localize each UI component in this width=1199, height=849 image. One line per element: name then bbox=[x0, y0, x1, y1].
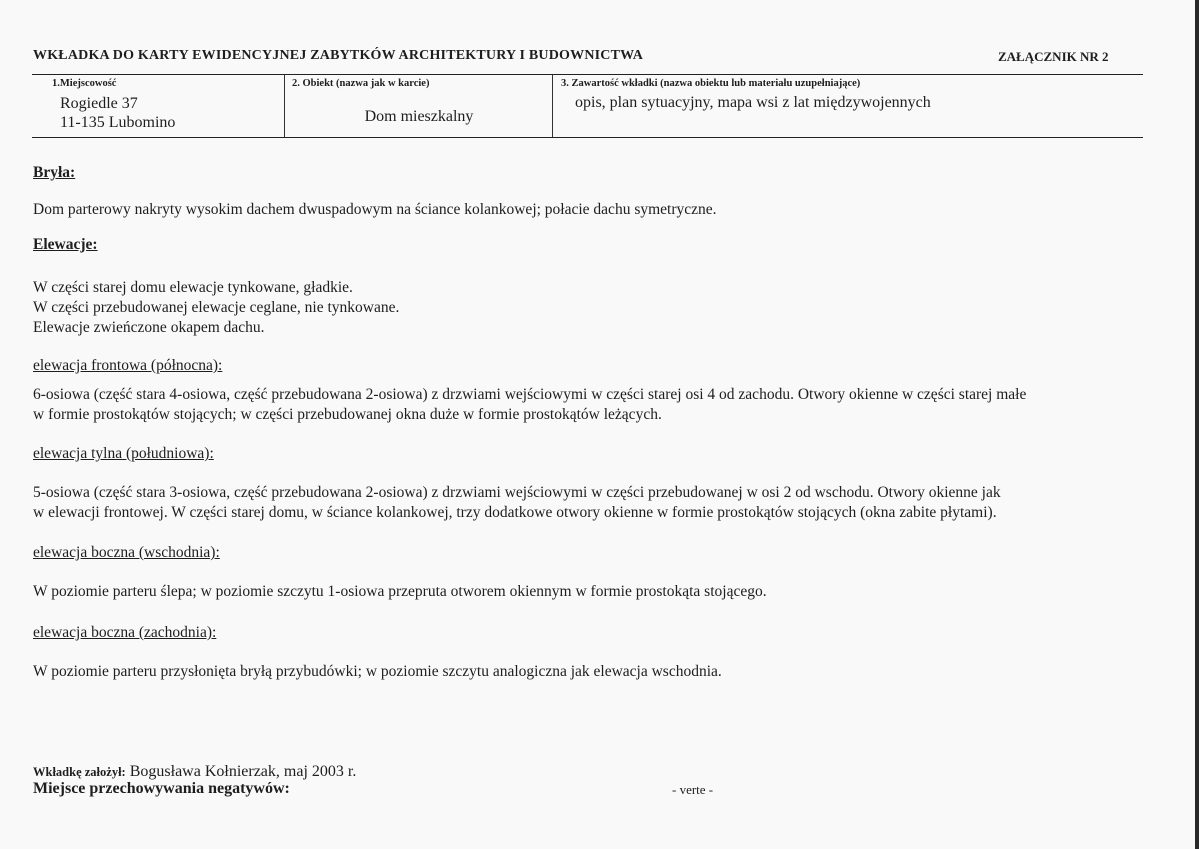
section-text-elewacje bbox=[33, 278, 1133, 338]
section-heading-zachodnia: elewacja boczna (zachodnia): bbox=[33, 624, 217, 641]
text-line: W poziomie parteru ślepa; w poziomie szczytu 1-osiowa przepruta otworem okiennym w formie prostokąta stojącego. bbox=[33, 583, 767, 600]
form-table bbox=[32, 74, 1143, 138]
section-heading-bryla: Bryła: bbox=[33, 164, 76, 181]
document-title: WKŁADKA DO KARTY EWIDENCYJNEJ ZABYTKÓW ARCHITEKTURY I BUDOWNICTWA bbox=[33, 48, 644, 63]
verte-note: - verte - bbox=[672, 782, 714, 797]
contents-cell bbox=[552, 75, 1143, 137]
text-line: 5-osiowa (część stara 3-osiowa, część przebudowana 2-osiowa) z drzwiami wejściowymi w części przebudowanej w osi 2 od wschodu. Otwory okienne jak bbox=[33, 484, 1001, 501]
locality-postal: 11-135 Lubomino bbox=[60, 114, 176, 131]
author-label: Wkładkę założył: bbox=[33, 765, 126, 779]
author-line bbox=[33, 763, 356, 781]
contents-value: opis, plan sytuacyjny, mapa wsi z lat międzywojennych bbox=[575, 94, 931, 111]
section-heading-frontowa: elewacja frontowa (północna): bbox=[33, 357, 223, 374]
section-text-bryla bbox=[33, 200, 1133, 220]
object-value: Dom mieszkalny bbox=[364, 108, 474, 125]
negatives-storage-label: Miejsce przechowywania negatywów: bbox=[33, 780, 290, 797]
section-text-frontowa bbox=[33, 385, 1133, 425]
text-line: W części przebudowanej elewacje ceglane, nie tynkowane. bbox=[33, 299, 400, 316]
scan-edge bbox=[1195, 0, 1199, 849]
text-line: Dom parterowy nakryty wysokim dachem dwuspadowym na ściance kolankowej; połacie dachu symetryczne. bbox=[33, 201, 717, 218]
annex-number: ZAŁĄCZNIK NR 2 bbox=[998, 49, 1109, 64]
section-text-wschodnia bbox=[33, 582, 1133, 602]
text-line: w formie prostokątów stojących; w części przebudowanej okna duże w formie prostokątów leżących. bbox=[33, 406, 662, 423]
locality-address: Rogiedle 37 bbox=[60, 95, 138, 112]
locality-cell bbox=[32, 75, 284, 137]
section-text-tylna bbox=[33, 483, 1133, 523]
section-heading-tylna: elewacja tylna (południowa): bbox=[33, 445, 214, 462]
object-cell bbox=[284, 75, 552, 137]
section-text-zachodnia bbox=[33, 662, 1133, 682]
locality-label: 1.Miejscowość bbox=[52, 78, 117, 89]
text-line: W poziomie parteru przysłonięta bryłą przybudówki; w poziomie szczytu analogiczna jak elewacja wschodnia. bbox=[33, 663, 722, 680]
object-label: 2. Obiekt (nazwa jak w karcie) bbox=[292, 78, 430, 89]
text-line: W części starej domu elewacje tynkowane, gładkie. bbox=[33, 279, 353, 296]
text-line: 6-osiowa (część stara 4-osiowa, część przebudowana 2-osiowa) z drzwiami wejściowymi w części starej osi 4 od zachodu. Otwory okienne w części starej małe bbox=[33, 386, 1027, 403]
text-line: w elewacji frontowej. W części starej domu, w ściance kolankowej, trzy dodatkowe otwory okienne w formie prostokątów stojących (okna zabite płytami). bbox=[33, 504, 997, 521]
contents-label: 3. Zawartość wkładki (nazwa obiektu lub materiału uzupełniające) bbox=[561, 78, 861, 89]
section-heading-elewacje: Elewacje: bbox=[33, 236, 98, 253]
author-value: Bogusława Kołnierzak, maj 2003 r. bbox=[129, 763, 357, 780]
section-heading-wschodnia: elewacja boczna (wschodnia): bbox=[33, 544, 220, 561]
text-line: Elewacje zwieńczone okapem dachu. bbox=[33, 319, 265, 336]
